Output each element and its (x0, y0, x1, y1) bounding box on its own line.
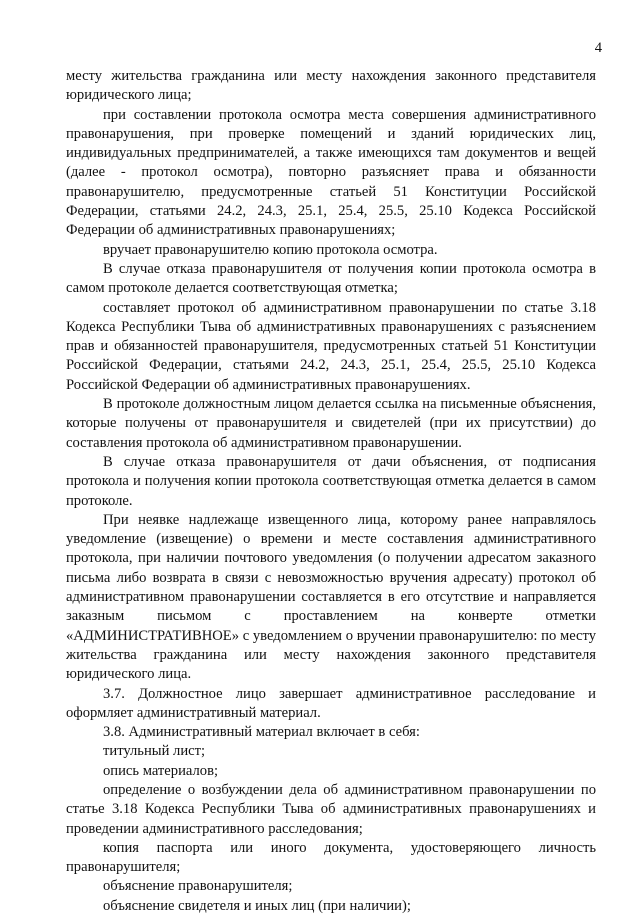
paragraph: составляет протокол об административном правонарушении по статье 3.18 Кодекса Республики Тыва об административных правонарушениях с разъяснением прав и обязанностей правонарушителя, предусмотренных статьей 51 Конституции Российской Федерации, статьями 24.2, 24.3, 25.1, 25.4, 25.5, 25.10 Кодекса Российской Федерации об административных правонарушениях. (66, 299, 596, 393)
list-item: объяснение правонарушителя; (103, 878, 293, 895)
paragraph: В случае отказа правонарушителя от дачи объяснения, от подписания протокола и получения копии протокола соответствующая отметка делается в самом протоколе. (66, 453, 596, 509)
paragraph: вручает правонарушителю копию протокола осмотра. (103, 241, 438, 258)
paragraph: 3.8. Административный материал включает в себя: (103, 724, 420, 741)
list-item: определение о возбуждении дела об административном правонарушении по статье 3.18 Кодекса Республики Тыва об административных правонарушениях и проведении административного расследования; (66, 781, 596, 837)
paragraph: В случае отказа правонарушителя от получения копии протокола осмотра в самом протоколе делается соответствующая отметка; (66, 260, 596, 297)
page-number: 4 (594, 40, 602, 56)
list-item: опись материалов; (103, 762, 219, 779)
list-item: копия паспорта или иного документа, удостоверяющего личность правонарушителя; (66, 839, 596, 876)
paragraph: В протоколе должностным лицом делается ссылка на письменные объяснения, которые получены от правонарушителя и свидетелей (при их присутствии) до составления протокола об административном правонарушении. (66, 396, 596, 451)
list-item: титульный лист; (103, 743, 206, 760)
document-body (66, 67, 596, 916)
paragraph: месту жительства гражданина или месту нахождения законного представителя юридического лица; (66, 68, 596, 104)
paragraph: При неявке надлежаще извещенного лица, которому ранее направлялось уведомление (извещение) о времени и месте составления административного протокола, при наличии почтового уведомления (о получении адресатом заказного письма либо возврата в связи с невозможностью вручения адресату) протокол об административном правонарушении составляется в его отсутствие и направляется заказным письмом с проставлением на конверте отметки «АДМИНИСТРАТИВНОЕ» с уведомлением о вручении правонарушителю: по месту жительства гражданина или месту нахождения законного представителя юридического лица. (66, 511, 596, 683)
paragraph: 3.7. Должностное лицо завершает административное расследование и оформляет административный материал. (66, 685, 596, 721)
list-item: объяснение свидетеля и иных лиц (при наличии); (103, 897, 411, 914)
paragraph: при составлении протокола осмотра места совершения административного правонарушения, при проверке помещений и зданий юридических лиц, индивидуальных предпринимателей, а также имеющихся там документов и вещей (далее - протокол осмотра), повторно разъясняет права и обязанности правонарушителю, предусмотренные статьей 51 Конституции Российской Федерации, статьями 24.2, 24.3, 25.1, 25.4, 25.5, 25.10 Кодекса Российской Федерации об административных правонарушениях; (66, 106, 596, 239)
